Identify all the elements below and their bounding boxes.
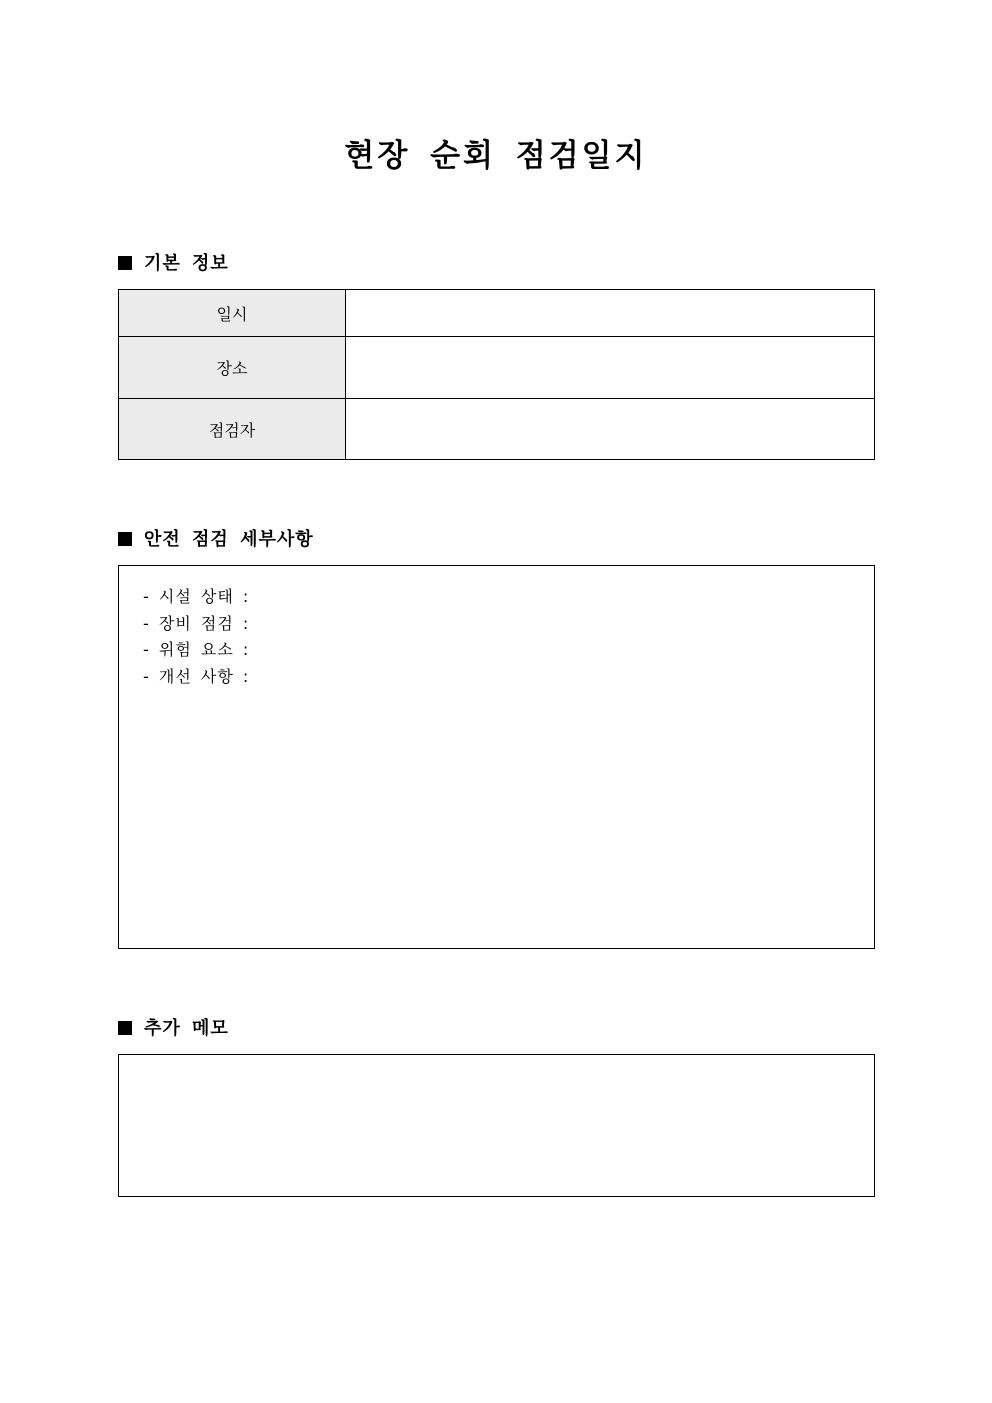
inspector-label: 점검자 (119, 399, 346, 460)
square-bullet-icon (118, 256, 132, 270)
safety-details-list (119, 566, 874, 690)
table-row (119, 290, 875, 337)
memo-box[interactable] (118, 1054, 875, 1197)
safety-details-heading (118, 527, 314, 553)
inspector-field[interactable] (346, 399, 875, 460)
list-item: - 시설 상태 : (143, 587, 250, 606)
basic-info-table (118, 289, 875, 460)
location-label: 장소 (119, 337, 346, 399)
date-field[interactable] (346, 290, 875, 337)
memo-heading (118, 1016, 229, 1042)
date-label: 일시 (119, 290, 346, 337)
list-item: - 개선 사항 : (143, 666, 250, 686)
basic-info-heading-text: 기본 정보 (144, 253, 229, 274)
table-row (119, 337, 875, 399)
location-field[interactable] (346, 337, 875, 399)
page-title: 현장 순회 점검일지 (344, 138, 648, 174)
safety-details-heading-text: 안전 점검 세부사항 (144, 529, 314, 550)
safety-details-box[interactable] (118, 565, 875, 949)
basic-info-heading (118, 251, 229, 277)
list-item: - 장비 점검 : (143, 613, 250, 633)
table-row (119, 399, 875, 460)
list-item: - 위험 요소 : (143, 640, 250, 659)
square-bullet-icon (118, 532, 132, 546)
square-bullet-icon (118, 1021, 132, 1035)
memo-heading-text: 추가 메모 (144, 1018, 229, 1039)
